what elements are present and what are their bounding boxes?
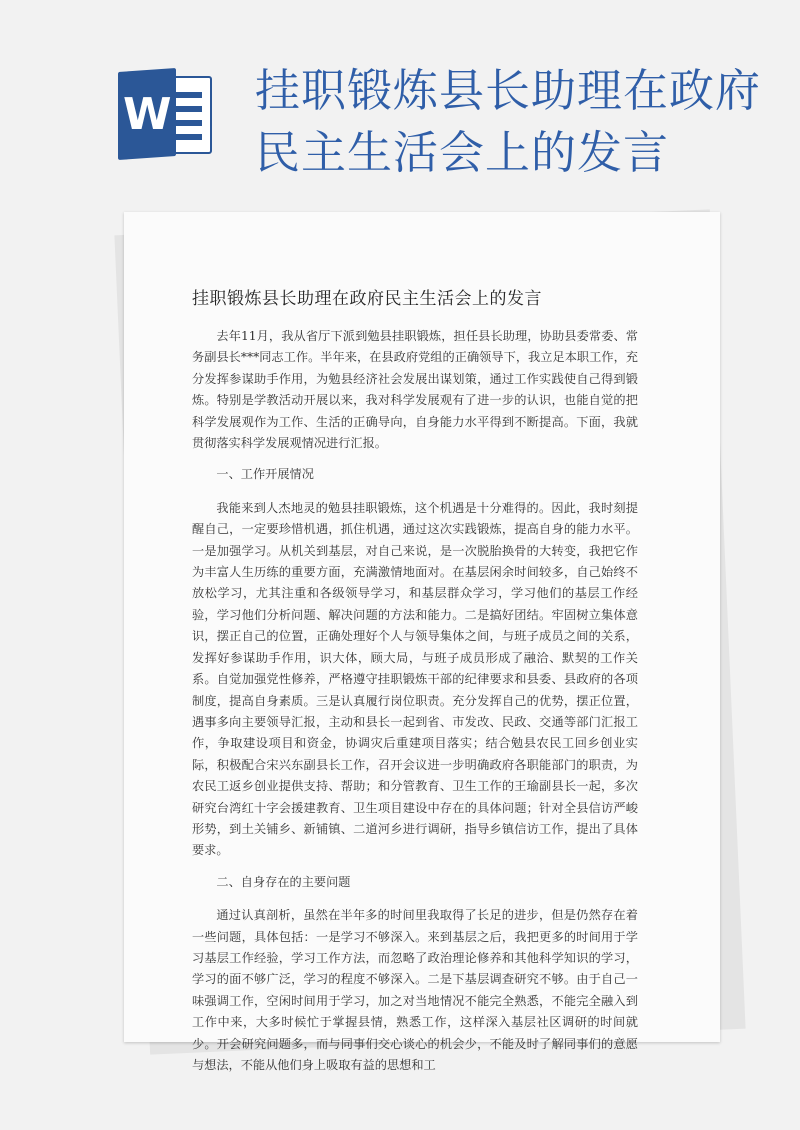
word-document-icon: [118, 70, 214, 158]
paragraph-problems: 通过认真剖析，虽然在半年多的时间里我取得了长足的进步，但是仍然存在着一些问题，具体包括：一是学习不够深入。来到基层之后，我把更多的时间用于学习基层工作经验，学习工作方法，而忽略了政治理论修养和其他科学知识的学习，学习的面不够广泛，学习的程度不够深入。二是下基层调查研究不够。由于自己一味强调工作，空闲时间用于学习，加之对当地情况不能完全熟悉，不能完全融入到工作中来，大多时候忙于掌握县情，熟悉工作，这样深入基层社区调研的时间就少。开会研究问题多，而与同事们交心谈心的机会少，不能及时了解同事们的意愿与想法，不能从他们身上吸取有益的思想和工: [192, 908, 638, 1072]
header-title: 挂职锻炼县长助理在政府民主生活会上的发言: [255, 64, 762, 179]
word-letter: W: [122, 88, 172, 140]
document-page: [124, 212, 720, 1072]
word-badge: [118, 68, 176, 160]
section-heading-2: 二、自身存在的主要问题: [216, 874, 351, 889]
document-body: [192, 326, 638, 1076]
paragraph-work: 我能来到人杰地灵的勉县挂职锻炼，这个机遇是十分难得的。因此，我时刻提醒自己，一定要珍惜机遇，抓住机遇，通过这次实践锻炼，提高自身的能力水平。一是加强学习。从机关到基层，对自己来说，是一次脱胎换骨的大转变，我把它作为丰富人生历练的重要方面，充满激情地面对。在基层闲余时间较多，自己始终不放松学习，尤其注重和各级领导学习，和基层群众学习，学习他们的基层工作经验，学习他们分析问题、解决问题的方法和能力。二是搞好团结。牢固树立集体意识，摆正自己的位置，正确处理好个人与领导集体之间，与班子成员之间的关系，发挥好参谋助手作用，识大体，顾大局，与班子成员形成了融洽、默契的工作关系。自觉加强党性修养，严格遵守挂职锻炼干部的纪律要求和县委、县政府的各项制度，提高自身素质。三是认真履行岗位职责。充分发挥自己的优势，摆正位置，遇事多向主要领导汇报，主动和县长一起到省、市发改、民政、交通等部门汇报工作，争取建设项目和资金，协调灾后重建项目落实；结合勉县农民工回乡创业实际，积极配合宋兴东副县长工作，召开会议进一步明确政府各职能部门的职责，为农民工返乡创业提供支持、帮助；和分管教育、卫生工作的王瑜副县长一起，多次研究台湾红十字会援建教育、卫生项目建设中存在的具体问题；针对全县信访严峻形势，到土关铺乡、新铺镇、二道河乡进行调研，指导乡镇信访工作，提出了具体要求。: [192, 500, 638, 858]
document-title: 挂职锻炼县长助理在政府民主生活会上的发言: [192, 289, 542, 309]
section-heading-1: 一、工作开展情况: [216, 467, 314, 482]
paragraph-intro: 去年11月，我从省厅下派到勉县挂职锻炼，担任县长助理，协助县委常委、常务副县长***同志工作。半年来，在县政府党组的正确领导下，我立足本职工作，充分发挥参谋助手作用，为勉县经济社会发展出谋划策，通过工作实践使自己得到锻炼。特别是学教活动开展以来，我对科学发展观有了进一步的认识，也能自觉的把科学发展观作为工作、生活的正确导向，自身能力水平得到不断提高。下面，我就贯彻落实科学发展观情况进行汇报。: [192, 329, 638, 451]
